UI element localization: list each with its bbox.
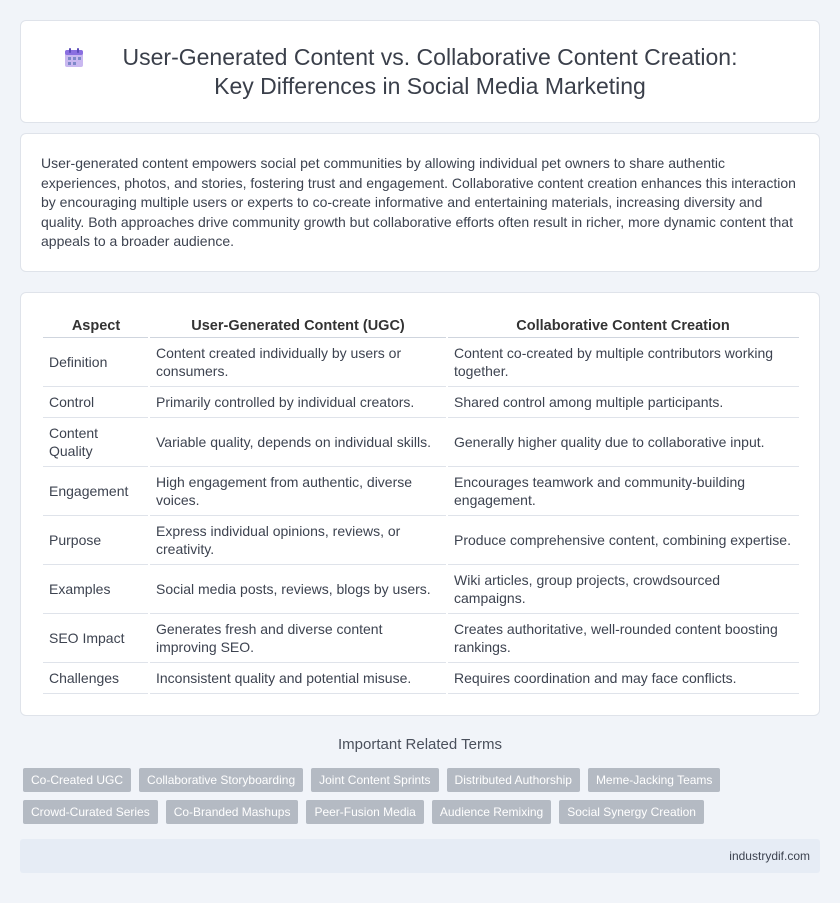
related-terms-tags [23, 768, 823, 832]
term-tag[interactable]: Co-Created UGC [23, 768, 131, 792]
table-row [43, 564, 799, 613]
collaborative-cell: Content co-created by multiple contributors working together. [447, 337, 799, 386]
term-tag[interactable]: Joint Content Sprints [311, 768, 438, 792]
comparison-table [43, 315, 799, 694]
table-row [43, 417, 799, 466]
collaborative-cell: Wiki articles, group projects, crowdsourced campaigns. [447, 564, 799, 613]
ugc-cell: High engagement from authentic, diverse voices. [149, 466, 447, 515]
term-tag[interactable]: Social Synergy Creation [559, 800, 704, 824]
footer-site[interactable]: industrydif.com [729, 849, 810, 863]
term-tag[interactable]: Distributed Authorship [447, 768, 580, 792]
table-row [43, 386, 799, 417]
collaborative-cell: Generally higher quality due to collaborative input. [447, 417, 799, 466]
table-row [43, 337, 799, 386]
ugc-cell: Express individual opinions, reviews, or creativity. [149, 515, 447, 564]
term-tag[interactable]: Audience Remixing [432, 800, 551, 824]
aspect-cell: Examples [43, 564, 149, 613]
related-terms-heading: Important Related Terms [338, 736, 502, 753]
aspect-cell: SEO Impact [43, 613, 149, 662]
footer [20, 839, 820, 873]
page-title: User-Generated Content vs. Collaborative Content Creation: Key Differences in Social Media Marketing [122, 44, 738, 99]
intro-paragraph: User-generated content empowers social pet communities by allowing individual pet owners to share authentic experiences, photos, and stories, fostering trust and engagement. Collaborative content creation enhances this interaction by encouraging multiple users or experts to co-create informative and entertaining materials, increasing diversity and quality. Both approaches drive community growth but collaborative efforts often result in richer, more dynamic content that appeals to a broader audience. [41, 155, 796, 250]
aspect-cell: Challenges [43, 662, 149, 693]
collaborative-cell: Requires coordination and may face conflicts. [447, 662, 799, 693]
table-row [43, 466, 799, 515]
comparison-card [20, 292, 820, 716]
aspect-cell: Control [43, 386, 149, 417]
column-header-aspect: Aspect [43, 315, 149, 337]
tag-row [23, 800, 823, 824]
ugc-cell: Variable quality, depends on individual skills. [149, 417, 447, 466]
term-tag[interactable]: Collaborative Storyboarding [139, 768, 303, 792]
column-header-ugc: User-Generated Content (UGC) [149, 315, 447, 337]
tag-row [23, 768, 823, 792]
table-header-row [43, 315, 799, 337]
collaborative-cell: Encourages teamwork and community-building engagement. [447, 466, 799, 515]
collaborative-cell: Shared control among multiple participants. [447, 386, 799, 417]
collaborative-cell: Produce comprehensive content, combining expertise. [447, 515, 799, 564]
aspect-cell: Engagement [43, 466, 149, 515]
ugc-cell: Social media posts, reviews, blogs by users. [149, 564, 447, 613]
table-row [43, 515, 799, 564]
aspect-cell: Definition [43, 337, 149, 386]
term-tag[interactable]: Meme-Jacking Teams [588, 768, 720, 792]
ugc-cell: Inconsistent quality and potential misuse. [149, 662, 447, 693]
term-tag[interactable]: Peer-Fusion Media [306, 800, 423, 824]
aspect-cell: Content Quality [43, 417, 149, 466]
title-card [20, 20, 820, 123]
aspect-cell: Purpose [43, 515, 149, 564]
ugc-cell: Generates fresh and diverse content improving SEO. [149, 613, 447, 662]
ugc-cell: Content created individually by users or consumers. [149, 337, 447, 386]
column-header-collaborative: Collaborative Content Creation [447, 315, 799, 337]
table-row [43, 662, 799, 693]
collaborative-cell: Creates authoritative, well-rounded content boosting rankings. [447, 613, 799, 662]
intro-card [20, 133, 820, 272]
table-row [43, 613, 799, 662]
term-tag[interactable]: Crowd-Curated Series [23, 800, 158, 824]
ugc-cell: Primarily controlled by individual creators. [149, 386, 447, 417]
term-tag[interactable]: Co-Branded Mashups [166, 800, 299, 824]
